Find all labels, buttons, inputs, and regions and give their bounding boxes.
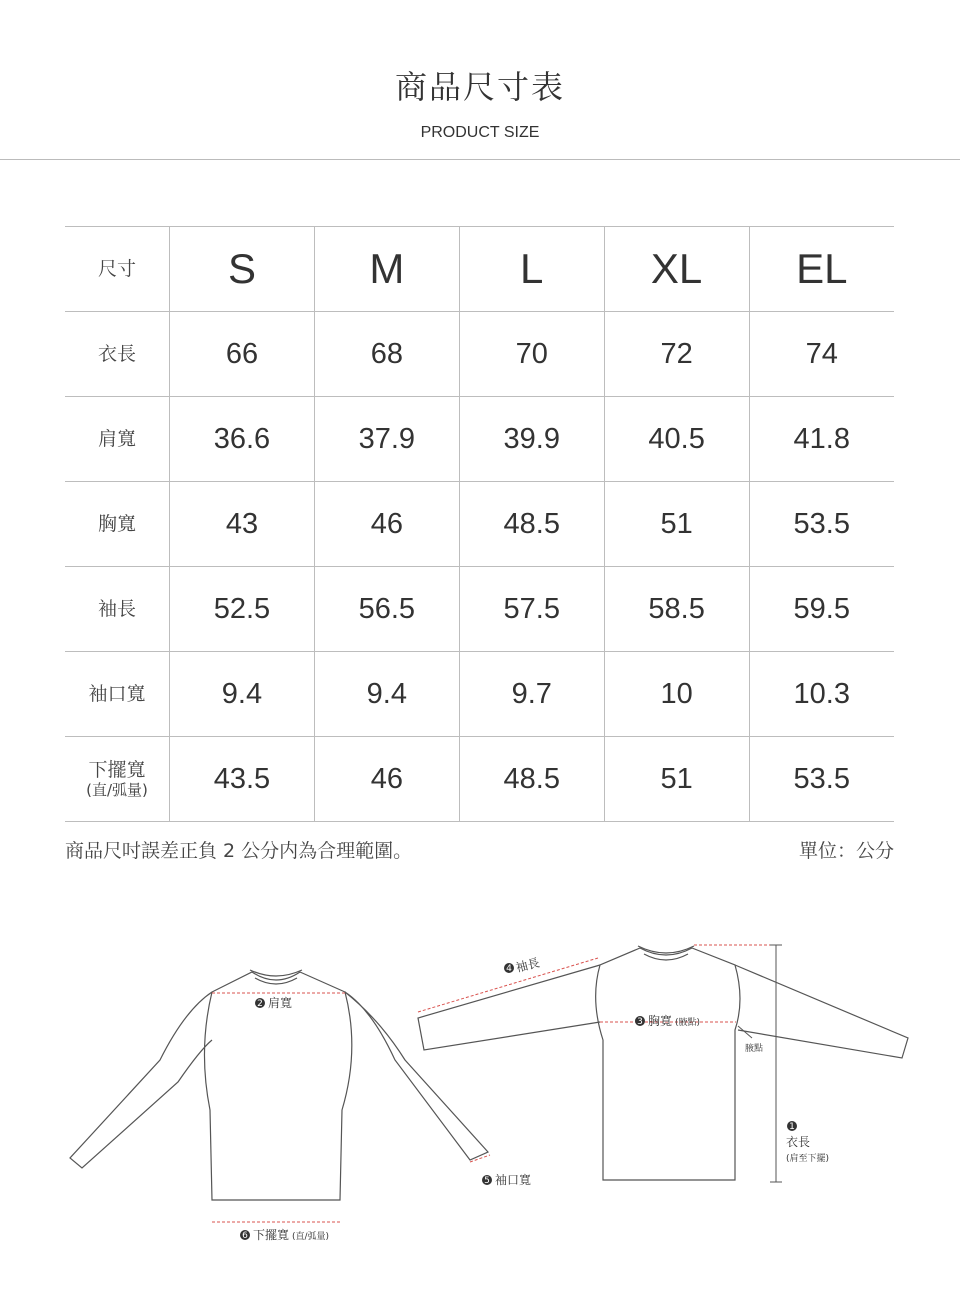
table-cell: 9.4 xyxy=(170,652,315,737)
size-column-el: EL xyxy=(749,227,894,312)
table-cell: 9.4 xyxy=(314,652,459,737)
table-cell: 52.5 xyxy=(170,567,315,652)
table-cell: 72 xyxy=(604,312,749,397)
row-label xyxy=(65,397,170,482)
size-column-m: M xyxy=(314,227,459,312)
table-cell: 68 xyxy=(314,312,459,397)
length-callout xyxy=(786,1121,829,1164)
table-row xyxy=(65,737,894,822)
hem-callout xyxy=(240,1227,329,1242)
svg-text:6: 6 xyxy=(242,1231,248,1241)
row-label-text: 胸寬 xyxy=(97,512,136,535)
svg-text:肩寬: 肩寬 xyxy=(268,996,293,1010)
svg-text:(肩至下擺): (肩至下擺) xyxy=(786,1154,830,1164)
svg-text:衣長: 衣長 xyxy=(786,1135,811,1149)
cuff-callout xyxy=(482,1172,531,1187)
table-row xyxy=(65,482,894,567)
table-cell: 36.6 xyxy=(170,397,315,482)
row-label xyxy=(65,567,170,652)
page-subtitle: PRODUCT SIZE xyxy=(420,124,540,141)
header-divider xyxy=(0,159,960,160)
row-label xyxy=(65,652,170,737)
row-sublabel: (直/弧量) xyxy=(86,781,148,800)
table-cell: 39.9 xyxy=(459,397,604,482)
corner-label: 尺寸 xyxy=(65,227,170,312)
svg-text:5: 5 xyxy=(484,1176,490,1186)
table-cell: 58.5 xyxy=(604,567,749,652)
size-column-l: L xyxy=(459,227,604,312)
row-label xyxy=(65,312,170,397)
row-label-text: 衣長 xyxy=(97,342,136,365)
svg-text:(直/弧量): (直/弧量) xyxy=(292,1232,330,1242)
svg-text:袖口寬: 袖口寬 xyxy=(495,1173,532,1187)
svg-text:袖長: 袖長 xyxy=(514,955,542,975)
table-cell: 9.7 xyxy=(459,652,604,737)
size-table xyxy=(65,226,894,822)
svg-text:腋點: 腋點 xyxy=(745,1044,764,1054)
table-cell: 43.5 xyxy=(170,737,315,822)
table-cell: 43 xyxy=(170,482,315,567)
table-cell: 10 xyxy=(604,652,749,737)
table-cell: 40.5 xyxy=(604,397,749,482)
page-title: 商品尺寸表 xyxy=(394,68,565,106)
row-label-text: 袖長 xyxy=(97,597,136,620)
side-shirt-outline xyxy=(418,946,908,1180)
svg-text:(腋點): (腋點) xyxy=(675,1018,701,1028)
row-label-text: 肩寬 xyxy=(97,427,136,450)
row-label-text: 袖口寬 xyxy=(88,682,146,705)
table-cell: 48.5 xyxy=(459,482,604,567)
size-header-row xyxy=(65,227,894,312)
table-cell: 46 xyxy=(314,737,459,822)
size-column-s: S xyxy=(170,227,315,312)
unit-label: 單位：公分 xyxy=(798,840,894,862)
svg-text:3: 3 xyxy=(637,1017,643,1027)
table-cell: 37.9 xyxy=(314,397,459,482)
svg-text:2: 2 xyxy=(257,999,263,1009)
table-cell: 51 xyxy=(604,482,749,567)
table-row xyxy=(65,652,894,737)
garment-diagram xyxy=(0,900,960,1300)
table-cell: 70 xyxy=(459,312,604,397)
table-cell: 53.5 xyxy=(749,737,894,822)
table-cell: 51 xyxy=(604,737,749,822)
table-cell: 10.3 xyxy=(749,652,894,737)
table-row xyxy=(65,567,894,652)
table-cell: 74 xyxy=(749,312,894,397)
table-cell: 66 xyxy=(170,312,315,397)
table-row xyxy=(65,312,894,397)
table-cell: 48.5 xyxy=(459,737,604,822)
table-row xyxy=(65,397,894,482)
tolerance-note: 商品尺吋誤差正負 2 公分内為合理範圍。 xyxy=(65,840,413,862)
row-label-text: 下擺寬 xyxy=(88,758,146,781)
row-label xyxy=(65,482,170,567)
table-cell: 59.5 xyxy=(749,567,894,652)
table-cell: 56.5 xyxy=(314,567,459,652)
table-cell: 41.8 xyxy=(749,397,894,482)
page-header xyxy=(0,0,960,160)
svg-text:4: 4 xyxy=(506,964,512,974)
svg-text:下擺寬: 下擺寬 xyxy=(253,1228,290,1242)
table-cell: 57.5 xyxy=(459,567,604,652)
size-column-xl: XL xyxy=(604,227,749,312)
svg-text:1: 1 xyxy=(789,1122,795,1132)
svg-text:胸寬: 胸寬 xyxy=(648,1014,673,1028)
table-cell: 53.5 xyxy=(749,482,894,567)
row-label xyxy=(65,737,170,822)
sleeve-callout xyxy=(504,955,541,975)
table-cell: 46 xyxy=(314,482,459,567)
